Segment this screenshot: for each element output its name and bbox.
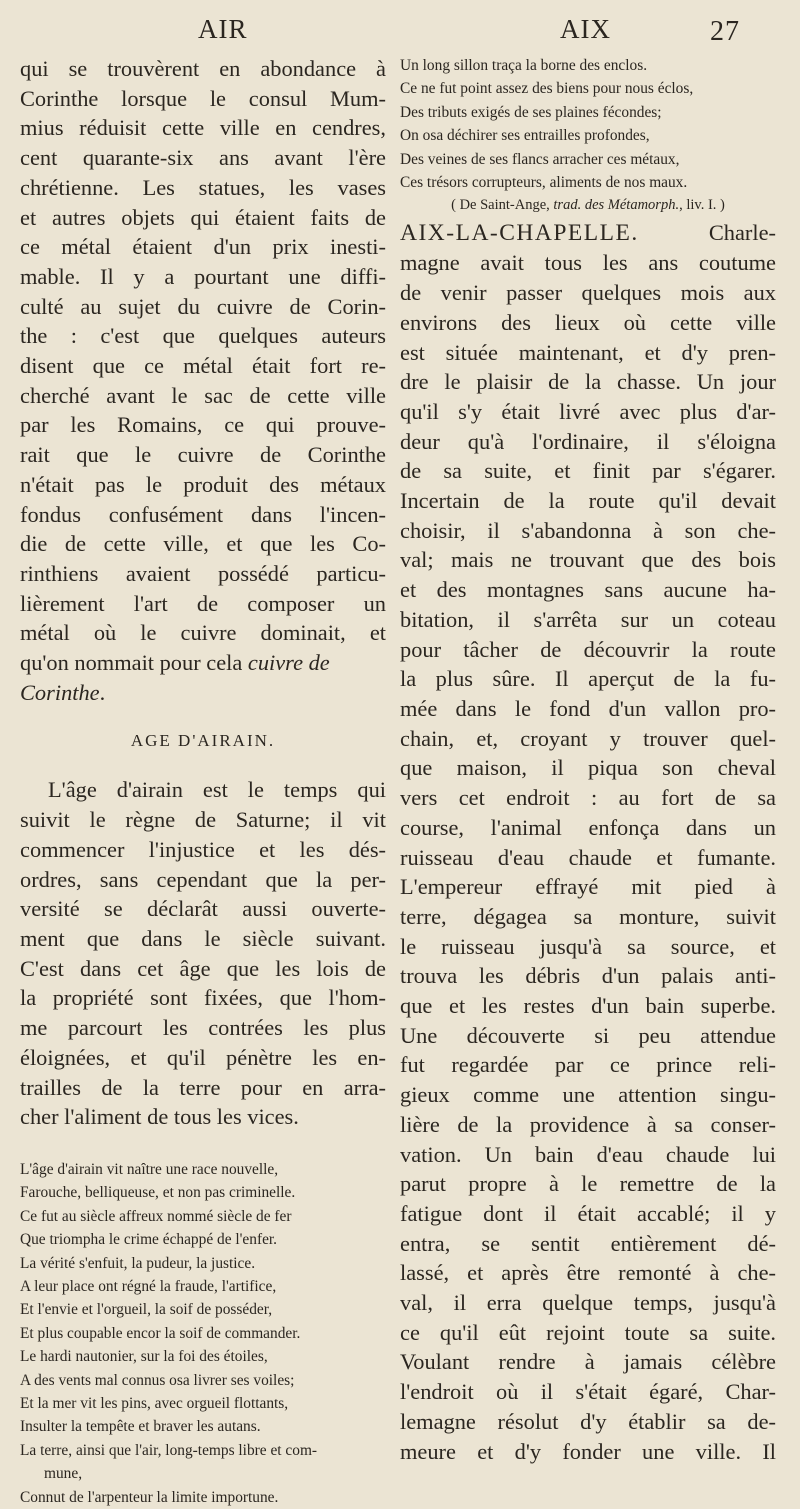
poem-line: Ces trésors corrupteurs, aliments de nos maux. (400, 174, 688, 192)
text-line: deur qu'à l'ordinaire, il s'éloigna (400, 428, 776, 454)
poem-line: Des veines de ses flancs arracher ces métaux, (400, 150, 680, 168)
text-line: que et les restes d'un bain superbe. (400, 993, 776, 1019)
paragraph-corinth-bronze (20, 54, 386, 648)
text-span: qu'on nommait pour cela (20, 650, 248, 676)
text-line: et autres objets qui étaient faits de (20, 204, 386, 230)
text-line: fatigue dont il était accablé; il y (400, 1200, 776, 1226)
citation-title: trad. des Métamorph. (553, 197, 680, 214)
text-line: gieux comme une attention singu- (400, 1082, 776, 1108)
poem-line: Le hardi nautonier, sur la foi des étoiles, (20, 1348, 268, 1366)
text-line: entra, se sentit entièrement dé- (400, 1230, 776, 1256)
text-span: . (99, 679, 106, 705)
text-line: meure et d'y fonder une ville. Il (400, 1438, 776, 1464)
poem-line: On osa déchirer ses entrailles profondes, (400, 127, 650, 145)
text-line (20, 678, 386, 708)
text-line: rinthiens avaient possédé particu- (20, 560, 386, 586)
text-line: rait que le cuivre de Corinthe (20, 442, 386, 468)
text-line: ruisseau d'eau chaude et fumante. (400, 844, 776, 870)
poem-line: Et l'envie et l'orgueil, la soif de posséder, (20, 1301, 273, 1319)
poem-line: La terre, ainsi que l'air, long-temps libre et com- (20, 1441, 318, 1459)
poem-line: Farouche, belliqueuse, et non pas criminelle. (20, 1184, 296, 1202)
italic-term: cuivre de (247, 650, 330, 676)
text-line: de venir passer quelques mois aux (400, 280, 776, 306)
text-line: disent que ce métal était fort re- (20, 353, 386, 379)
running-head (0, 6, 800, 52)
text-line: culté au sujet du cuivre de Corin- (20, 293, 386, 319)
poem-line: A leur place ont régné la fraude, l'artifice, (20, 1277, 277, 1295)
running-head-left: AIR (198, 14, 248, 44)
poem-line: Un long sillon traça la borne des enclos. (400, 57, 648, 74)
paragraph-bronze-age (20, 775, 386, 1131)
text-line: de sa suite, et finit par s'égarer. (400, 458, 776, 484)
text-line: l'endroit où il s'était égaré, Char- (400, 1379, 776, 1405)
text-line: qui se trouvèrent en abondance à (20, 56, 386, 81)
text-line: terre, dégagea sa monture, suivit (400, 903, 776, 929)
text-line: Incertain de la route qu'il devait (400, 488, 776, 514)
text-line: L'empereur effrayé mit pied à (400, 874, 776, 900)
poem-excerpt (20, 1158, 386, 1509)
text-line: Corinthe lorsque le consul Mum- (20, 85, 386, 111)
text-line: magne avait tous les ans coutume (400, 250, 776, 276)
text-line: lassé, et après être remonté à che- (400, 1260, 776, 1286)
text-line: ordres, sans cependant que la per- (20, 866, 386, 892)
text-line: mius réduisit cette ville en cendres, (20, 115, 386, 141)
poem-line: Des tributs exigés de ses plaines fécondes; (400, 103, 662, 121)
poem-line: L'âge d'airain vit naître une race nouvelle, (20, 1160, 279, 1178)
poem-line: Connut de l'arpenteur la limite importune. (20, 1488, 279, 1506)
text-line: bitation, il s'arrêta sur un coteau (400, 606, 776, 632)
citation-ref: , liv. I. ) (679, 197, 725, 214)
left-column (20, 54, 386, 1509)
text-line: ce qu'il eût rejoint toute sa suite. (400, 1319, 776, 1345)
text-line: cherché avant le sac de cette ville (20, 382, 386, 408)
running-head-right: AIX (560, 14, 611, 44)
text-line: par les Romains, ce qui prouve- (20, 412, 386, 438)
poem-line: Ce ne fut point assez des biens pour nous éclos, (400, 80, 694, 98)
text-line: course, l'animal enfonça dans un (400, 814, 776, 840)
poem-line: Et plus coupable encor la soif de commander. (20, 1324, 301, 1342)
text-line: vation. Un bain d'eau chaude lui (400, 1141, 776, 1167)
poem-line: Que triompha le crime échappé de l'enfer. (20, 1231, 278, 1249)
text-line: trailles de la terre pour en arra- (20, 1074, 386, 1100)
text-line: métal où le cuivre dominait, et (20, 620, 386, 646)
text-line: parut propre à le remettre de la (400, 1171, 776, 1197)
text-line: pour tâcher de découvrir la route (400, 636, 776, 662)
text-line: n'était pas le produit des métaux (20, 471, 386, 497)
text-line: val, il erra quelque temps, jusqu'à (400, 1290, 776, 1316)
right-column (400, 54, 776, 1466)
text-line: le ruisseau jusqu'à sa source, et (400, 933, 776, 959)
text-line: the : c'est que quelques auteurs (20, 323, 386, 349)
poem-line: mune, (44, 1465, 83, 1483)
text-line: chain, et, croyant y trouver quel- (400, 725, 776, 751)
text-line: Voulant rendre à jamais célèbre (400, 1349, 776, 1375)
text-line: val; mais ne trouvant que des bois (400, 547, 776, 573)
text-line (20, 648, 386, 678)
text-line: lièrement l'art de composer un (20, 590, 386, 616)
text-line: lière de la providence à sa conser- (400, 1111, 776, 1137)
poem-line: Insulter la tempête et braver les autans. (20, 1418, 261, 1436)
text-line: die de cette ville, et que les Co- (20, 531, 386, 557)
text-span: Charle- (638, 220, 776, 246)
entry-first-line (400, 218, 776, 248)
text-line: environs des lieux où cette ville (400, 309, 776, 335)
poem-line: A des vents mal connus osa livrer ses voiles; (20, 1371, 295, 1389)
italic-term: Corinthe (20, 679, 100, 705)
text-line: commencer l'injustice et les dés- (20, 836, 386, 862)
text-line: ce métal étaient d'un prix inesti- (20, 234, 386, 260)
poem-line: Ce fut au siècle affreux nommé siècle de fer (20, 1207, 292, 1225)
section-heading: AGE D'AIRAIN. (130, 731, 276, 751)
text-line: me parcourt les contrées les plus (20, 1015, 386, 1041)
poem-line: La vérité s'enfuit, la pudeur, la justice. (20, 1254, 256, 1272)
text-line: éloignées, et qu'il pénètre les en- (20, 1044, 386, 1070)
text-line: cent quarante-six ans avant l'ère (20, 145, 386, 171)
text-line: lemagne résolut d'y établir sa de- (400, 1408, 776, 1434)
text-line: trouva les débris d'un palais anti- (400, 963, 776, 989)
text-line: est située maintenant, et d'y pren- (400, 339, 776, 365)
text-line: que maison, il piqua son cheval (400, 755, 776, 781)
citation-author: ( De Saint-Ange, (451, 197, 554, 214)
text-line: choisir, il s'abandonna à son che- (400, 517, 776, 543)
entry-aix-la-chapelle (400, 248, 776, 1466)
text-line: fondus confusément dans l'incen- (20, 501, 386, 527)
text-line: qu'il s'y était livré avec plus d'ar- (400, 398, 776, 424)
entry-headword: AIX-LA-CHAPELLE. (400, 220, 639, 247)
text-line: la plus sûre. Il aperçut de la fu- (400, 666, 776, 692)
text-line: la propriété sont fixées, que l'hom- (20, 985, 386, 1011)
text-line: Une découverte si peu attendue (400, 1022, 776, 1048)
poem-continuation (400, 54, 776, 194)
text-line: vers cet endroit : au fort de sa (400, 785, 776, 811)
text-line: C'est dans cet âge que les lois de (20, 955, 386, 981)
text-line: L'âge d'airain est le temps qui (48, 777, 386, 803)
text-line: dre le plaisir de la chasse. Un jour (400, 369, 776, 395)
text-line: chrétienne. Les statues, les vases (20, 174, 386, 200)
page-number: 27 (710, 16, 740, 47)
poem-citation (400, 194, 776, 216)
poem-line: Et la mer vit les pins, avec orgueil flottants, (20, 1394, 289, 1412)
text-line: cher l'aliment de tous les vices. (20, 1104, 299, 1130)
text-line: fut regardée par ce prince reli- (400, 1052, 776, 1078)
text-line: mée dans le fond d'un vallon pro- (400, 695, 776, 721)
text-line: versité se déclarât aussi ouverte- (20, 896, 386, 922)
text-line: suivit le règne de Saturne; il vit (20, 807, 386, 833)
text-line: et des montagnes sans aucune ha- (400, 577, 776, 603)
text-line: ment que dans le siècle suivant. (20, 925, 386, 951)
text-line: mable. Il y a pourtant une diffi- (20, 263, 386, 289)
